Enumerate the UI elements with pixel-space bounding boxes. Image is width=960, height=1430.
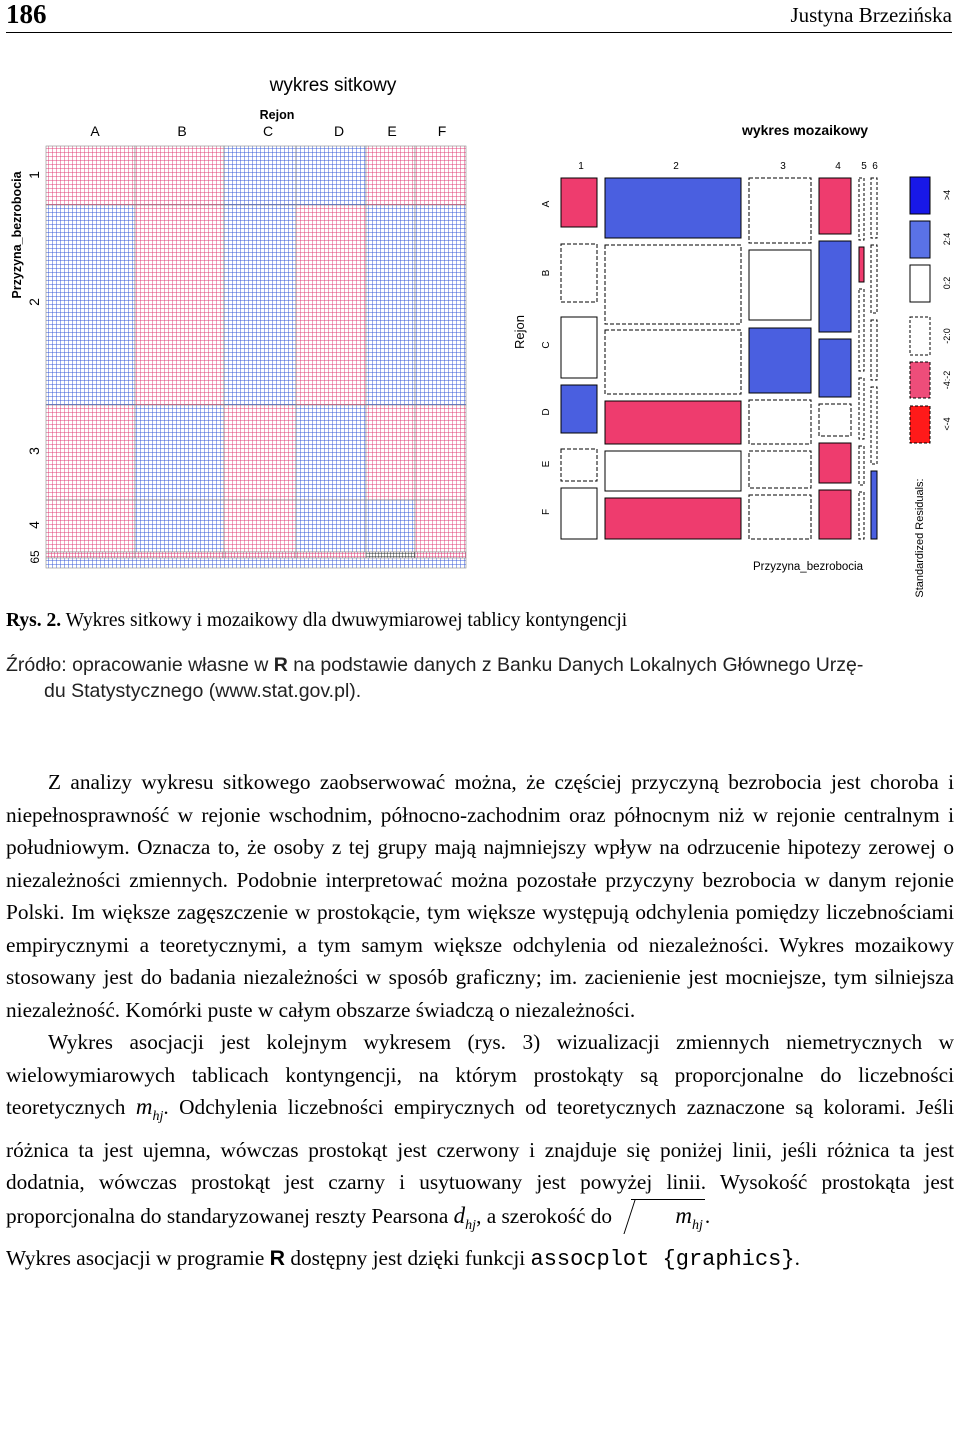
mosaic-title: wykres mozaikowy	[741, 122, 869, 138]
legend-label: -2:0	[942, 328, 952, 344]
page-header	[6, 0, 952, 33]
sieve-row-label: 1	[26, 171, 42, 179]
mosaic-row-label: A	[541, 200, 552, 208]
body-text	[6, 766, 954, 1277]
legend-label: >4	[942, 189, 952, 201]
source-text: na podstawie danych z Banku Danych Lokalnych Głównego Urzę-	[287, 654, 864, 676]
figure	[0, 40, 960, 640]
mosaic-col-label: 2	[673, 161, 679, 172]
mosaic-col-label: 5	[861, 161, 867, 172]
paragraph: Wykres asocjacji jest kolejnym wykresem (rys. 3) wizualizacji zmiennych niemetrycznych w wielowymiarowych tablicach kontyngencji, na którym prostokąty są proporcjonalne do liczebności teoretycznych $m_{hj}$. Odchylenia liczebności empirycznych od teoretycznych zaznaczone są kolorami. Jeśli różnica ta jest ujemna, wówczas prostokąt jest czerwony i znajduje się poniżej linii, jeśli różnica ta jest dodatnia, wówczas prostokąt jest czarny i usytuowany jest powyżej linii. Wysokość prostokąta jest proporcjonalna do standaryzowanej reszty Pearsona $d_{hj}$, a szerokość do $m_{hj}$.	[6, 1026, 954, 1242]
sieve-col-label: D	[333, 123, 345, 139]
legend-label: 2:4	[942, 232, 952, 246]
sieve-title: wykres sitkowy	[269, 75, 397, 96]
mosaic-col-label: 3	[780, 161, 786, 172]
source-r: R	[273, 654, 288, 676]
mosaic-col-label: 4	[835, 161, 841, 172]
sqrt-symbol: $m_{hj}$	[631, 1199, 705, 1243]
legend-label: <-4	[942, 417, 952, 431]
source-text: Źródło: opracowanie własne w	[6, 654, 274, 676]
mosaic-legend	[910, 177, 952, 598]
sieve-plot	[10, 75, 466, 568]
figure-source	[6, 652, 954, 704]
paragraph: Wykres asocjacji w programie R dostępny jest dzięki funkcji assocplot {graphics}.	[6, 1246, 800, 1272]
mosaic-row-label: E	[541, 460, 552, 468]
mosaic-row-label: C	[541, 341, 552, 349]
caption-label: Rys. 2.	[6, 610, 62, 631]
source-text: du Statystycznego (www.stat.gov.pl).	[44, 680, 362, 702]
sieve-row-label: 4	[26, 521, 42, 529]
legend-label: 0:2	[942, 276, 952, 290]
legend-title: Standardized Residuals:	[914, 478, 926, 598]
sieve-row-label: 2	[26, 298, 42, 306]
mosaic-plot	[512, 122, 952, 598]
sieve-col-label: C	[262, 123, 274, 139]
mosaic-row-label: D	[541, 408, 552, 416]
mosaic-tiles	[561, 178, 877, 539]
mosaic-row-label: F	[541, 508, 552, 516]
sieve-col-label: E	[387, 123, 397, 139]
sieve-row-var: Przyzyna_bezrobocia	[10, 171, 24, 299]
mosaic-col-label: 6	[872, 161, 878, 172]
running-author: Justyna Brzezińska	[790, 3, 952, 27]
legend-label: -4:-2	[942, 370, 952, 390]
mosaic-col-label: 1	[578, 161, 584, 172]
sieve-row-label: 3	[26, 447, 42, 455]
page-number: 186	[6, 0, 47, 29]
sieve-col-label: A	[90, 123, 100, 139]
sieve-row-label: 65	[28, 550, 42, 564]
sieve-col-label: F	[437, 123, 447, 139]
paragraph: Z analizy wykresu sitkowego zaobserwować można, że częściej przyczyną bezrobocia jest choroba i niepełnosprawność w rejonie wschodnim, północno-zachodnim oraz północnym niż w rejonie centralnym i południowym. Oznacza to, że osoby z tej grupy mają najmniejszy wpływ na odrzucenie hipotezy zerowej o niezależności zmiennych. Podobnie interpretować można pozostałe przyczyny bezrobocia w danym rejonie Polski. Im większe zagęszczenie w prostokącie, tym większe występują odchylenia pomiędzy liczebnościami empirycznymi a teoretycznymi, a tym samym większe odchylenia od niezależności. Wykres mozaikowy stosowany jest do badania niezależności w sposób graficzny; im. zacienienie jest mocniejsze, tym silniejsza niezależność. Komórki puste w całym obszarze świadczą o niezależności.	[6, 770, 954, 1022]
mosaic-row-var: Rejon	[512, 315, 527, 349]
sieve-col-var: Rejon	[259, 108, 295, 122]
mosaic-x-var: Przyzyna_bezrobocia	[753, 561, 863, 573]
mosaic-row-label: B	[541, 269, 552, 277]
sieve-col-label: B	[177, 123, 187, 139]
figure-caption	[6, 610, 627, 632]
caption-text: Wykres sitkowy i mozaikowy dla dwuwymiarowej tablicy kontyngencji	[61, 610, 628, 631]
sieve-cells	[46, 146, 466, 568]
